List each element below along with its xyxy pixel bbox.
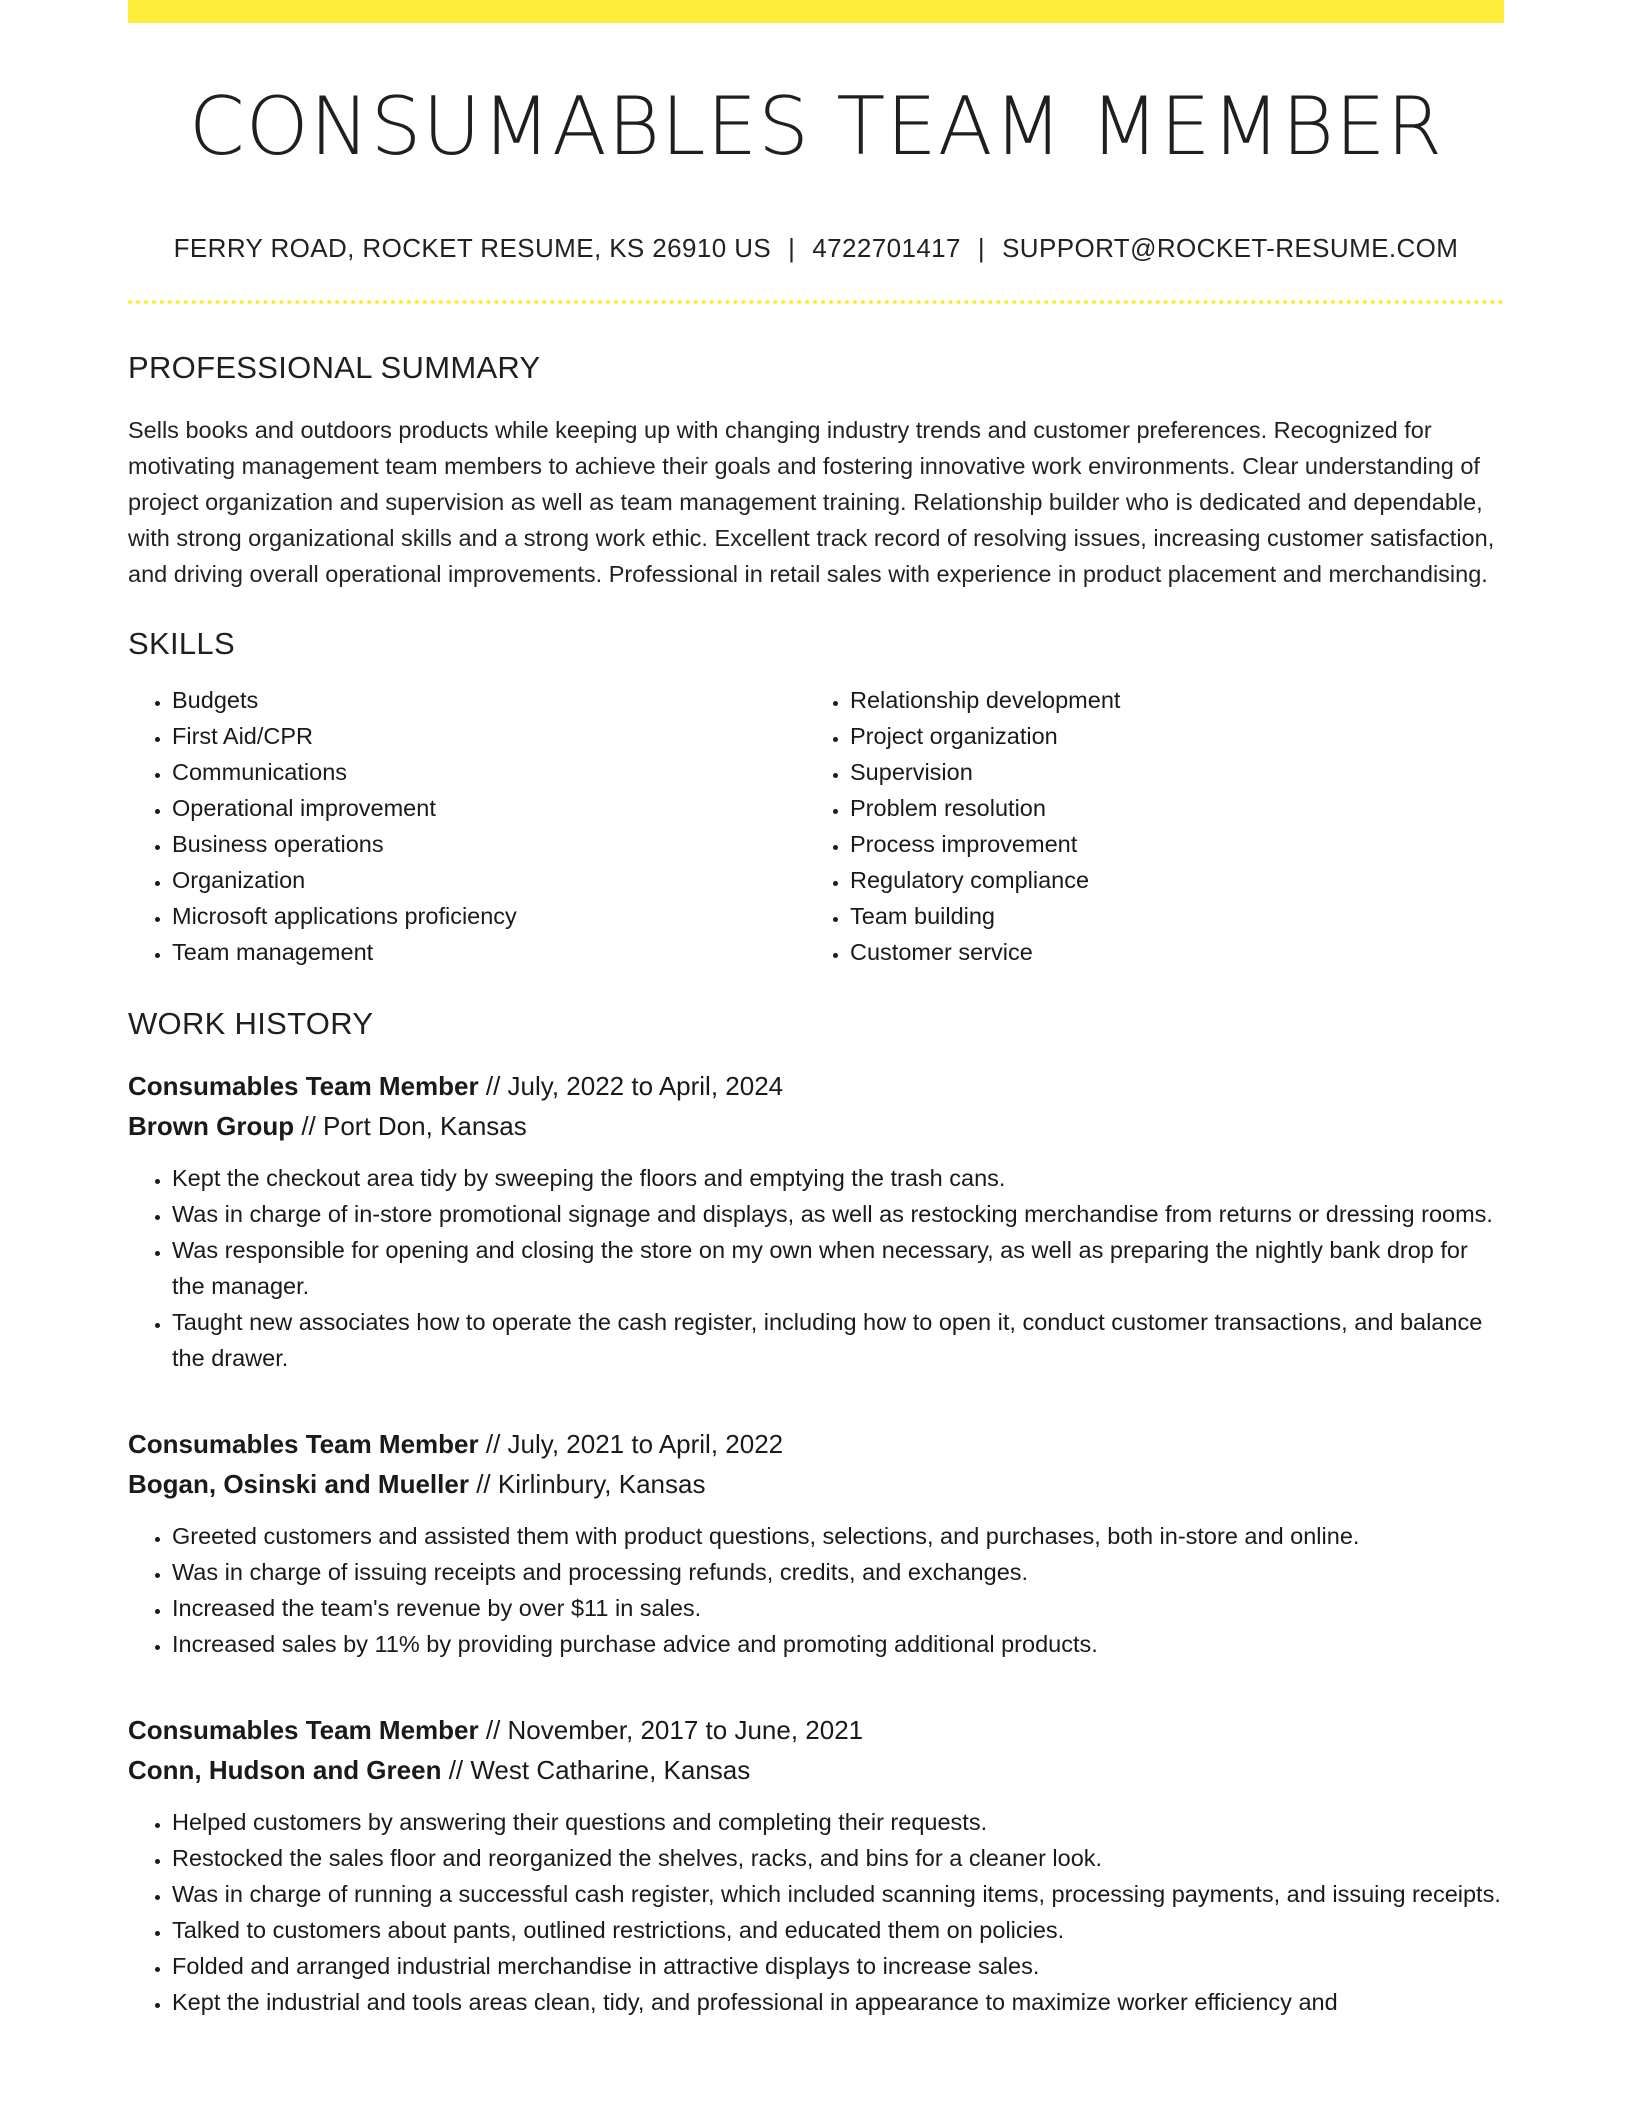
job-company: Bogan, Osinski and Mueller (128, 1469, 469, 1499)
job-company-line (128, 1750, 1504, 1790)
job-bullet: • Was in charge of issuing receipts and processing refunds, credits, and exchanges. (172, 1554, 1504, 1590)
job-bullet: • Increased sales by 11% by providing purchase advice and promoting additional products. (172, 1626, 1504, 1662)
job-bullet: • Was responsible for opening and closing the store on my own when necessary, as well as preparing the nightly bank drop for the manager. (172, 1232, 1504, 1304)
job-dates: // July, 2021 to April, 2022 (485, 1429, 784, 1459)
skill-item: • Relationship development (850, 682, 1484, 718)
skill-item: • Problem resolution (850, 790, 1484, 826)
work-history-list (128, 1066, 1504, 2020)
summary-text: Sells books and outdoors products while keeping up with changing industry trends and customer preferences. Recognized for motivating management team members to achieve their goals and fostering innovative work environments. Clear understanding of project organization and supervision as well as team management training. Relationship builder who is dedicated and dependable, with strong organizational skills and a strong work ethic. Excellent track record of resolving issues, increasing customer satisfaction, and driving overall operational improvements. Professional in retail sales with experience in product placement and merchandising. (128, 417, 1495, 587)
job-title-line (128, 1710, 1504, 1750)
job-location: // West Catharine, Kansas (448, 1755, 751, 1785)
skill-item: • First Aid/CPR (172, 718, 806, 754)
summary-heading: PROFESSIONAL SUMMARY (128, 350, 541, 385)
job-bullet: • Was in charge of running a successful cash register, which included scanning items, processing payments, and issuing receipts. (172, 1876, 1504, 1912)
job-title: Consumables Team Member (128, 1429, 479, 1459)
skill-item: • Business operations (172, 826, 806, 862)
work-history-heading: WORK HISTORY (128, 1006, 374, 1041)
job-bullet: • Helped customers by answering their questions and completing their requests. (172, 1804, 1504, 1840)
skills-column-right (806, 682, 1484, 970)
skill-item: • Operational improvement (172, 790, 806, 826)
job-bullets (128, 1160, 1504, 1376)
resume-name-heading: CONSUMABLES TEAM MEMBER (188, 80, 1444, 173)
job-company: Brown Group (128, 1111, 295, 1141)
job-bullet: • Talked to customers about pants, outlined restrictions, and educated them on policies. (172, 1912, 1504, 1948)
job-location: // Port Don, Kansas (301, 1111, 527, 1141)
job-title: Consumables Team Member (128, 1715, 479, 1745)
job-bullets (128, 1804, 1504, 2020)
job-bullet: • Taught new associates how to operate the cash register, including how to open it, conduct customer transactions, and balance the drawer. (172, 1304, 1504, 1376)
skill-item: • Regulatory compliance (850, 862, 1484, 898)
skill-item: • Project organization (850, 718, 1484, 754)
job-location: // Kirlinbury, Kansas (476, 1469, 706, 1499)
job-bullet: • Increased the team's revenue by over $11 in sales. (172, 1590, 1504, 1626)
skill-item: • Budgets (172, 682, 806, 718)
contact-email: SUPPORT@ROCKET-RESUME.COM (1002, 233, 1459, 263)
job-company: Conn, Hudson and Green (128, 1755, 442, 1785)
skills-column-left (128, 682, 806, 970)
job-entry (128, 1424, 1504, 1662)
job-entry (128, 1066, 1504, 1376)
job-dates: // July, 2022 to April, 2024 (485, 1071, 784, 1101)
job-title: Consumables Team Member (128, 1071, 479, 1101)
skill-item: • Communications (172, 754, 806, 790)
job-company-line (128, 1464, 1504, 1504)
contact-separator: | (977, 233, 986, 263)
skill-item: • Customer service (850, 934, 1484, 970)
job-bullets (128, 1518, 1504, 1662)
job-bullet: • Restocked the sales floor and reorganized the shelves, racks, and bins for a cleaner look. (172, 1840, 1504, 1876)
skill-item: • Team management (172, 934, 806, 970)
skills-heading: SKILLS (128, 626, 235, 661)
job-company-line (128, 1106, 1504, 1146)
job-title-line (128, 1066, 1504, 1106)
job-entry (128, 1710, 1504, 2020)
skill-item: • Team building (850, 898, 1484, 934)
skill-item: • Supervision (850, 754, 1484, 790)
contact-line (128, 233, 1504, 264)
job-bullet: • Kept the industrial and tools areas clean, tidy, and professional in appearance to maximize worker efficiency and (172, 1984, 1504, 2020)
skill-item: • Microsoft applications proficiency (172, 898, 806, 934)
job-dates: // November, 2017 to June, 2021 (485, 1715, 864, 1745)
contact-address: FERRY ROAD, ROCKET RESUME, KS 26910 US (173, 233, 772, 263)
job-bullet: • Folded and arranged industrial merchandise in attractive displays to increase sales. (172, 1948, 1504, 1984)
job-bullet: • Was in charge of in-store promotional signage and displays, as well as restocking merchandise from returns or dressing rooms. (172, 1196, 1504, 1232)
contact-separator: | (788, 233, 796, 263)
job-bullet: • Greeted customers and assisted them with product questions, selections, and purchases, both in-store and online. (172, 1518, 1504, 1554)
contact-phone: 4722701417 (812, 233, 961, 263)
skills-list (128, 682, 1504, 970)
skill-item: • Process improvement (850, 826, 1484, 862)
job-bullet: • Kept the checkout area tidy by sweeping the floors and emptying the trash cans. (172, 1160, 1504, 1196)
job-title-line (128, 1424, 1504, 1464)
dotted-divider (128, 300, 1504, 304)
skill-item: • Organization (172, 862, 806, 898)
resume-page (128, 0, 1504, 2020)
accent-top-bar (128, 0, 1504, 23)
